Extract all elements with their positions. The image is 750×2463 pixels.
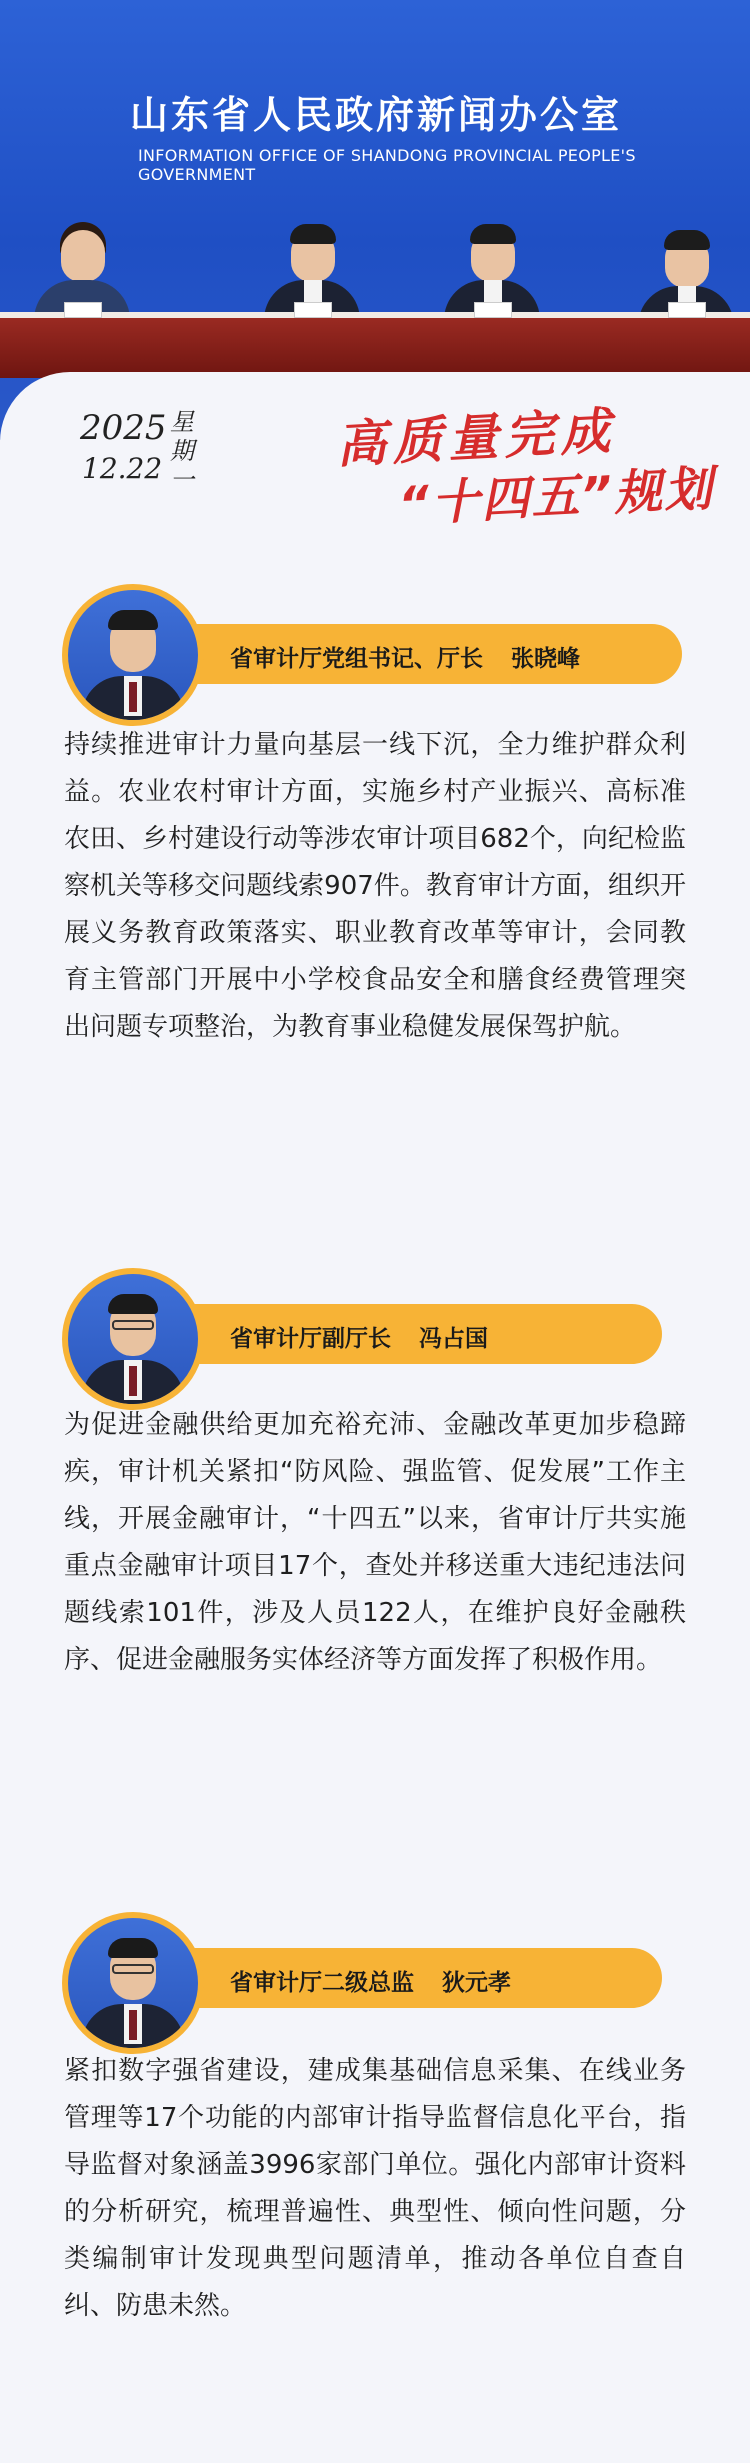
speaker-title-bar: [150, 1948, 662, 2008]
speaker-title-bar: [150, 1304, 662, 1364]
slogan-line-1: 高质量完成: [334, 401, 618, 475]
conference-table: [0, 318, 750, 378]
speaker-name: 冯占国: [419, 1326, 488, 1352]
speaker-statement-1: 持续推进审计力量向基层一线下沉，全力维护群众利益。农业农村审计方面，实施乡村产业振兴、高标准农田、乡村建设行动等涉农审计项目682个，向纪检监察机关等移交问题线索907件。教育审计方面，组织开展义务教育政策落实、职业教育改革等审计，会同教育主管部门开展中小学校食品安全和膳食经费管理突出问题专项整治，为教育事业稳健发展保驾护航。: [64, 730, 686, 1042]
speaker-name: 张晓峰: [511, 646, 580, 672]
nameplate: [64, 302, 102, 318]
date-year: 2025: [80, 408, 167, 448]
avatar: [62, 1268, 204, 1410]
speaker-title-bar: [150, 624, 682, 684]
nameplate: [474, 302, 512, 318]
speaker-name: 狄元孝: [442, 1970, 511, 1996]
avatar: [62, 1912, 204, 2054]
nameplate: [294, 302, 332, 318]
date-weekday: 星期一: [170, 408, 194, 494]
nameplate: [668, 302, 706, 318]
office-title: 山东省人民政府新闻办公室: [130, 93, 623, 137]
speaker-title: 省审计厅党组书记、厅长: [230, 646, 483, 672]
office-subtitle: INFORMATION OFFICE OF SHANDONG PROVINCIAL PEOPLE'S GOVERNMENT: [138, 146, 636, 184]
date-month-day: 12.22: [82, 452, 163, 485]
avatar: [62, 584, 204, 726]
speaker-statement-3: 紧扣数字强省建设，建成集基础信息采集、在线业务管理等17个功能的内部审计指导监督信息化平台，指导监督对象涵盖3996家部门单位。强化内部审计资料的分析研究，梳理普遍性、典型性、倾向性问题，分类编制审计发现典型问题清单，推动各单位自查自纠、防患未然。: [64, 2056, 686, 2321]
speaker-title: 省审计厅副厅长: [230, 1326, 391, 1352]
speaker-title: 省审计厅二级总监: [230, 1970, 414, 1996]
speaker-statement-2: 为促进金融供给更加充裕充沛、金融改革更加步稳蹄疾，审计机关紧扣“防风险、强监管、促发展”工作主线，开展金融审计，“十四五”以来，省审计厅共实施重点金融审计项目17个，查处并移送重大违纪违法问题线索101件，涉及人员122人，在维护良好金融秩序、促进金融服务实体经济等方面发挥了积极作用。: [64, 1410, 686, 1675]
slogan-line-2: “十四五”规划: [396, 460, 716, 534]
